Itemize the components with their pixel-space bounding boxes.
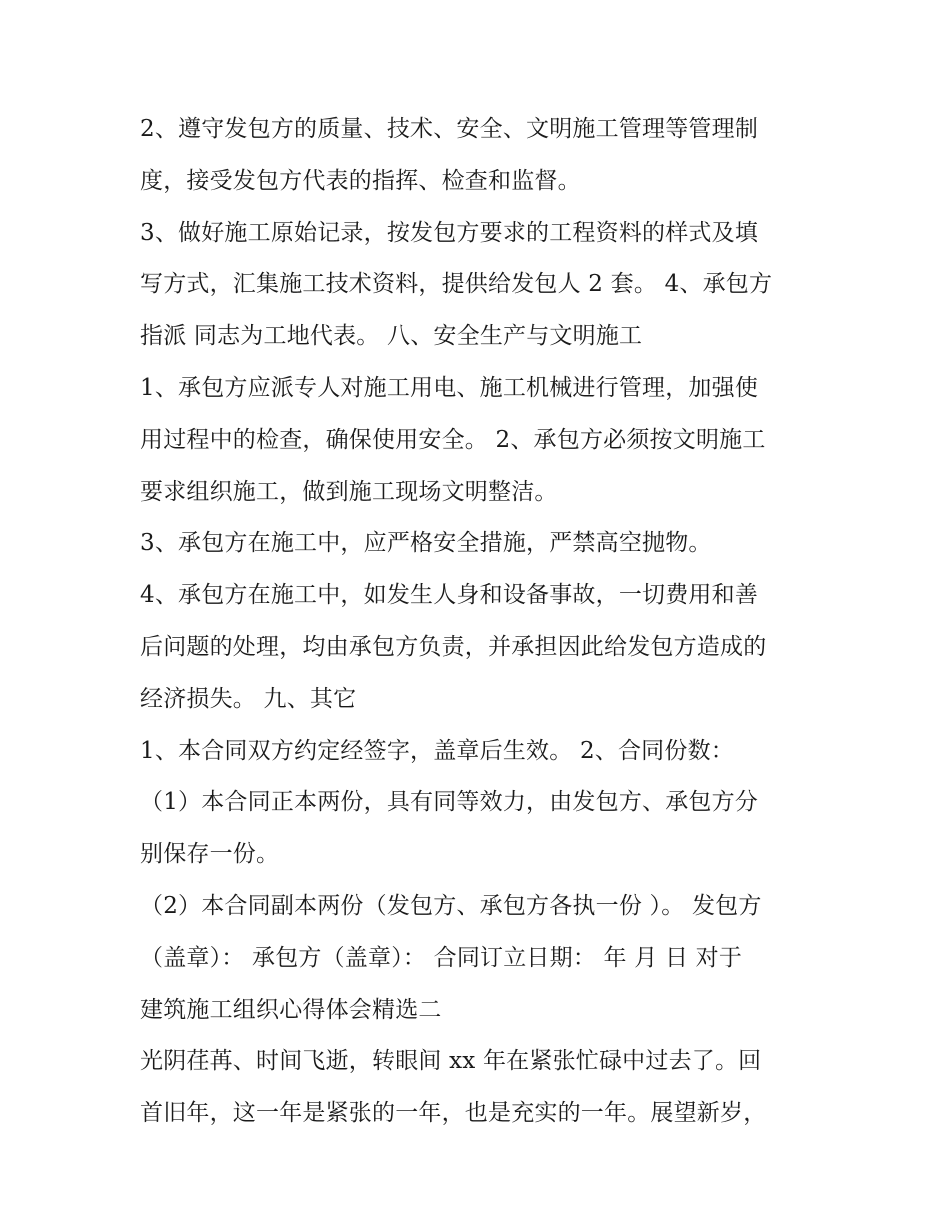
text-line: （盖章）： 承包方（盖章）： 合同订立日期： 年 月 日 对于 — [140, 944, 743, 971]
text-line: 建筑施工组织心得体会精选二 — [140, 996, 442, 1023]
text-line: 4、承包方在施工中，如发生人身和设备事故，一切费用和善 — [140, 582, 759, 609]
text-line: 首旧年，这一年是紧张的一年，也是充实的一年。展望新岁， — [140, 1100, 767, 1127]
text-line: 2、遵守发包方的质量、技术、安全、文明施工管理等管理制 — [140, 116, 759, 142]
text-line: 别保存一份。 — [140, 841, 280, 868]
text-line: 1、承包方应派专人对施工用电、施工机械进行管理，加强使 — [140, 374, 759, 401]
text-line: 光阴荏苒、时间飞逝，转眼间 xx 年在紧张忙碌中过去了。回 — [140, 1048, 762, 1075]
text-line: 后问题的处理，均由承包方负责，并承担因此给发包方造成的 — [140, 633, 767, 660]
text-line: 3、做好施工原始记录，按发包方要求的工程资料的样式及填 — [140, 219, 759, 246]
text-line: （1）本合同正本两份，具有同等效力，由发包方、承包方分 — [140, 789, 759, 816]
text-line: （2）本合同副本两份（发包方、承包方各执一份 ）。 发包方 — [140, 892, 762, 919]
text-line: 3、承包方在施工中，应严格安全措施，严禁高空抛物。 — [140, 530, 712, 557]
document-body — [140, 104, 830, 1140]
text-line: 要求组织施工，做到施工现场文明整洁。 — [140, 478, 558, 505]
text-line: 度，接受发包方代表的指挥、检查和监督。 — [140, 167, 581, 194]
text-line: 1、本合同双方约定经签字，盖章后生效。 2、合同份数： — [140, 737, 734, 764]
text-line: 用过程中的检查，确保使用安全。 2、承包方必须按文明施工 — [140, 426, 766, 453]
text-line: 经济损失。 九、其它 — [140, 685, 357, 712]
text-line: 写方式，汇集施工技术资料，提供给发包人 2 套。 4、承包方 — [140, 271, 773, 298]
text-line: 指派 同志为工地代表。 八、安全生产与文明施工 — [140, 323, 643, 350]
